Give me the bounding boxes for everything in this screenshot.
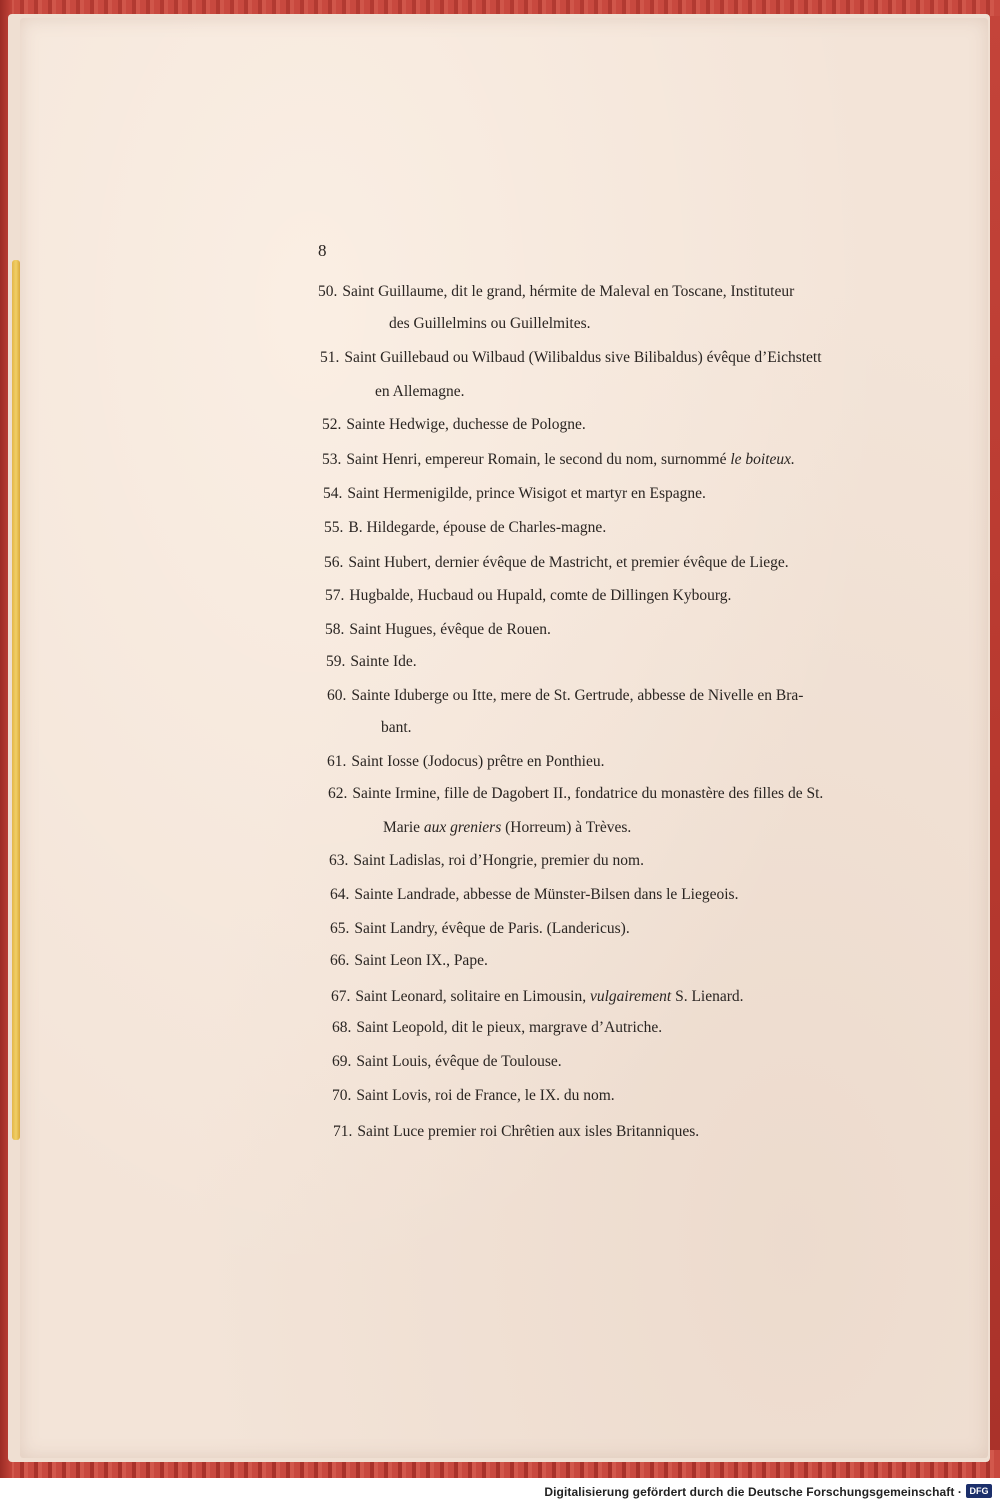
entry-68 [332,1020,662,1036]
entry-number: 58. [325,621,345,638]
entry-number: 71. [333,1123,353,1140]
entry-62-continuation [383,820,631,836]
entry-number: 53. [322,451,342,468]
entry-64 [330,887,738,903]
entry-text: Marie [383,819,421,836]
entry-number: 69. [332,1053,352,1070]
entry-62 [328,786,823,802]
entry-53 [322,452,795,468]
entry-number: 59. [326,653,346,670]
entry-52 [322,417,586,433]
entry-italic: vulgairement [589,988,672,1005]
entry-number: 64. [330,886,350,903]
entry-50 [318,284,794,300]
entry-55 [324,520,606,536]
entry-70 [332,1088,615,1104]
entry-54 [323,486,706,502]
entry-number: 70. [332,1087,352,1104]
entry-text: (Horreum) à Trèves. [505,819,632,836]
entry-58 [325,622,551,638]
entry-number: 57. [325,587,345,604]
paper-page [20,18,988,1458]
entry-text: Sainte Irmine, fille de Dagobert II., fondatrice du monastère des filles de St. [352,785,824,802]
entry-text: Sainte Landrade, abbesse de Münster-Bilsen dans le Liegeois. [354,886,739,903]
entry-51-continuation: en Allemagne. [375,383,465,400]
entry-text: Sainte Iduberge ou Itte, mere de St. Gertrude, abbesse de Nivelle en Bra- [351,687,804,704]
entry-57 [325,588,731,604]
entry-number: 63. [329,852,349,869]
entry-text: Saint Ladislas, roi d’Hongrie, premier du nom. [353,852,644,869]
entry-number: 54. [323,485,343,502]
entry-number: 50. [318,283,338,300]
entry-text: Saint Leopold, dit le pieux, margrave d’Autriche. [356,1019,663,1036]
entry-71 [333,1124,699,1140]
entry-number: 62. [328,785,348,802]
entry-text: Sainte Ide. [350,653,417,670]
entry-italic: aux greniers [423,819,502,836]
page-number: 8 [318,241,327,260]
funding-credit: Digitalisierung gefördert durch die Deutsche Forschungsgemeinschaft · [544,1485,962,1499]
entry-text: Sainte Hedwige, duchesse de Pologne. [346,416,586,433]
entry-text: Saint Hermenigilde, prince Wisigot et martyr en Espagne. [347,485,706,502]
entry-text: Saint Lovis, roi de France, le IX. du nom. [356,1087,615,1104]
entry-text: Saint Louis, évêque de Toulouse. [356,1053,562,1070]
entry-italic: le boiteux. [730,451,795,468]
entry-text: Saint Iosse (Jodocus) prêtre en Ponthieu. [351,753,605,770]
entry-61 [327,754,605,770]
entry-69 [332,1054,562,1070]
entry-number: 51. [320,349,340,366]
entry-text: Saint Luce premier roi Chrêtien aux isles Britanniques. [357,1123,700,1140]
entry-text: Saint Leonard, solitaire en Limousin, [355,988,587,1005]
entry-63 [329,853,644,869]
entry-number: 52. [322,416,342,433]
entry-65 [330,921,630,937]
entry-text: Saint Hubert, dernier évêque de Mastricht, et premier évêque de Liege. [348,554,789,571]
entry-text: Saint Leon IX., Pape. [354,952,488,969]
entry-60-continuation: bant. [381,719,412,736]
entry-51 [320,350,822,366]
entry-number: 68. [332,1019,352,1036]
dfg-logo: DFG [966,1484,992,1498]
entry-text: Saint Landry, évêque de Paris. (Landericus). [354,920,630,937]
entry-67 [331,989,744,1005]
entry-text: B. Hildegarde, épouse de Charles-magne. [348,519,607,536]
entry-number: 55. [324,519,344,536]
entry-59 [326,654,417,670]
entry-text: Saint Henri, empereur Romain, le second du nom, surnommé [346,451,727,468]
entry-number: 61. [327,753,347,770]
entry-text: Saint Hugues, évêque de Rouen. [349,621,551,638]
entry-text: Hugbalde, Hucbaud ou Hupald, comte de Dillingen Kybourg. [349,587,732,604]
entry-56 [324,555,789,571]
entry-number: 66. [330,952,350,969]
entry-60 [327,688,803,704]
entry-50-continuation: des Guillelmins ou Guillelmites. [389,315,591,332]
entry-number: 60. [327,687,347,704]
entry-text: Saint Guillaume, dit le grand, hérmite de Maleval en Toscane, Instituteur [342,283,795,300]
entry-number: 67. [331,988,351,1005]
entry-text-post: S. Lienard. [675,988,744,1005]
entry-text: Saint Guillebaud ou Wilbaud (Wilibaldus sive Bilibaldus) évêque d’Eichstett [344,349,822,366]
entry-number: 65. [330,920,350,937]
gilt-page-edge [12,260,20,1140]
entry-number: 56. [324,554,344,571]
entry-66 [330,953,488,969]
